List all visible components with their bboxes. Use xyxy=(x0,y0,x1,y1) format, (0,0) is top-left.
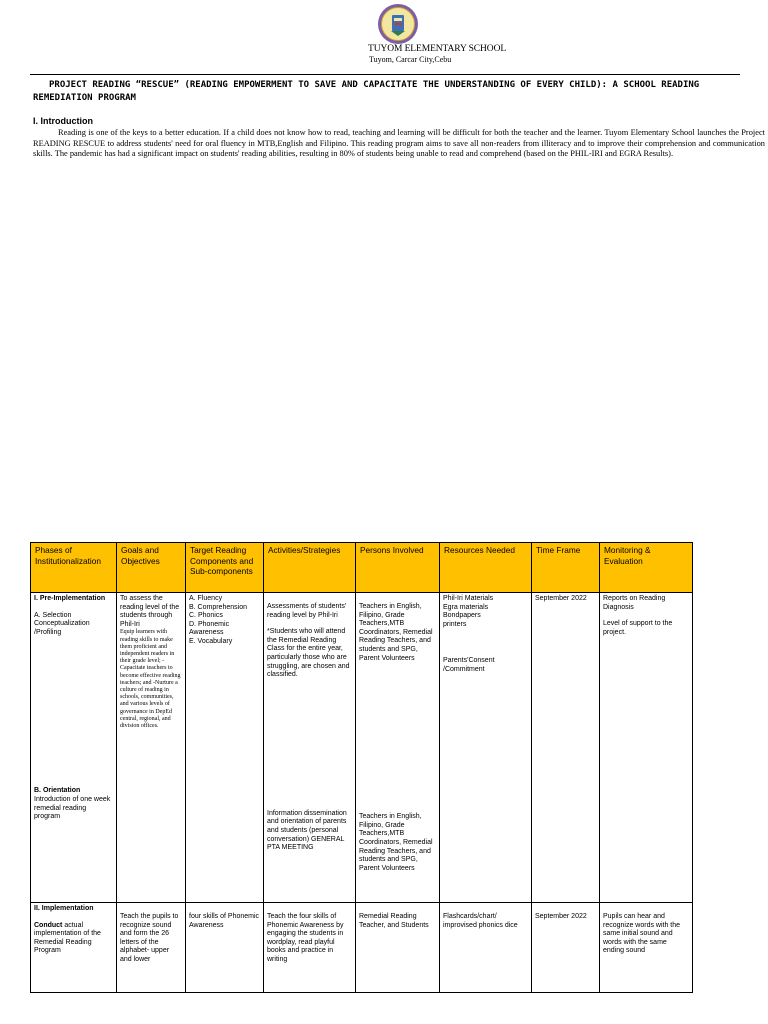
component-item: D. Phonemic Awareness xyxy=(189,620,230,637)
orientation-text: Introduction of one week remedial reading program xyxy=(34,795,111,821)
time-frame-value: September 2022 xyxy=(535,913,587,920)
cell-monitoring xyxy=(600,593,693,903)
resource-item: printers xyxy=(443,620,467,628)
header-time-frame: Time Frame xyxy=(532,543,600,593)
cell-goals xyxy=(117,903,186,993)
header-activities: Activities/Strategies xyxy=(264,543,356,593)
selection-text: Conceptualization /Profiling xyxy=(34,620,90,636)
persons-implementation: Remedial Reading Teacher, and Students xyxy=(359,913,429,929)
cell-phase xyxy=(31,903,117,993)
program-plan-table xyxy=(30,542,693,993)
cell-components xyxy=(186,903,264,993)
activity-assessment: Assessments of students' reading level by Phil-Iri xyxy=(267,603,347,619)
activity-selection: *Students who will attend the Remedial Reading Class for the entire year, particularly those who are struggling, are chosen and classified. xyxy=(267,628,350,679)
resource-item: Egra materials xyxy=(443,603,489,611)
introduction-paragraph: Reading is one of the keys to a better education. If a child does not know how to read, teaching and learning will be difficult for both the teacher and the learner. Tuyom Elementary School launches the Project READING RESCUE to address students' need for oral fluency in MTB,English and Filipino. This reading program aims to save all non-readers from illiteracy and to improve their comprehension and communication skills. The pandemic has had a significant impact on students' reading abilities, resulting in 80% of students being unable to read and comprehend (based on the PHIL-IRI and EGRA Results). xyxy=(33,128,765,159)
cell-time-frame xyxy=(532,593,600,903)
cell-time-frame xyxy=(532,903,600,993)
header-goals: Goals and Objectives xyxy=(117,543,186,593)
activity-orientation: Information dissemination and orientation of parents and students (personal conversation) GENERAL PTA MEETING xyxy=(267,809,347,852)
cell-activities xyxy=(264,593,356,903)
phase-title: II. Implementation xyxy=(34,905,94,912)
phase-title: I. Pre-Implementation xyxy=(34,595,106,602)
component-phonemic: four skills of Phonemic Awareness xyxy=(189,913,260,929)
introduction-heading: I. Introduction xyxy=(33,116,93,126)
goals-equip: Equip learners with reading skills to make them proficient and independent readers in their grade level; -Capacitate teachers to become effective reading teachers; and -Nurture a culture of reading in schools, communities, and various levels of governance in DepEd central, regional, and division offices. xyxy=(120,629,181,730)
component-item: C. Phonics xyxy=(189,612,223,620)
table-row-pre-implementation xyxy=(31,593,693,903)
cell-resources xyxy=(440,593,532,903)
component-item: A. Fluency xyxy=(189,595,223,602)
monitoring-implementation: Pupils can hear and recognize words with the same initial sound and words with the same ending sound xyxy=(603,913,681,955)
cell-resources xyxy=(440,903,532,993)
orientation-title: B. Orientation xyxy=(34,787,81,795)
header-components: Target Reading Components and Sub-components xyxy=(186,543,264,593)
time-frame-value: September 2022 xyxy=(535,595,587,602)
monitoring-support: Level of support to the project. xyxy=(603,620,673,636)
cell-goals xyxy=(117,593,186,903)
component-item: B. Comprehension xyxy=(189,603,247,611)
implementation-lead: Conduct xyxy=(34,921,63,929)
resource-item: Phil-Iri Materials xyxy=(443,595,494,602)
table-row-implementation xyxy=(31,903,693,993)
table-header-row xyxy=(31,543,693,593)
project-title: PROJECT READING “RESCUE” (READING EMPOWERMENT TO SAVE AND CAPACITATE THE UNDERSTANDING OF EVERY CHILD): A SCHOOL READING REMEDIATION PROGRAM xyxy=(33,80,700,103)
goals-assess: To assess the reading level of the students through Phil-Iri xyxy=(120,595,180,628)
activity-phonemic: Teach the four skills of Phonemic Awareness by engaging the students in wordplay, read playful books and practice in writing xyxy=(267,913,344,963)
persons-orientation: Teachers in English, Filipino, Grade Teachers,MTB Coordinators, Remedial Reading Teachers, and students and SPG, Parent Volunteers xyxy=(359,813,433,872)
cell-activities xyxy=(264,903,356,993)
resource-consent: Parents'Consent /Commitment xyxy=(443,657,495,673)
cell-persons xyxy=(356,593,440,903)
cell-monitoring xyxy=(600,903,693,993)
implementation-rest: actual implementation of the Remedial Reading Program xyxy=(34,921,101,955)
monitoring-reports: Reports on Reading Diagnosis xyxy=(603,595,666,611)
school-address: Tuyom, Carcar City,Cebu xyxy=(369,55,452,64)
school-name: TUYOM ELEMENTARY SCHOOL xyxy=(368,44,507,54)
header-persons: Persons Involved xyxy=(356,543,440,593)
cell-phase xyxy=(31,593,117,903)
component-item: E. Vocabulary xyxy=(189,637,233,645)
persons-selection: Teachers in English, Filipino, Grade Teachers,MTB Coordinators, Remedial Reading Teachers, and students and SPG, Parent Volunteers xyxy=(359,603,433,662)
selection-title: A. Selection xyxy=(34,611,72,619)
cell-components xyxy=(186,593,264,903)
implementation-text xyxy=(34,922,113,956)
goals-alphabet: Teach the pupils to recognize sound and form the 26 letters of the alphabet- upper and lower xyxy=(120,913,179,963)
cell-persons xyxy=(356,903,440,993)
header-divider xyxy=(30,74,740,75)
resources-implementation: Flashcards/chart/ improvised phonics dice xyxy=(443,913,518,929)
header-monitoring: Monitoring & Evaluation xyxy=(600,543,693,593)
header-resources: Resources Needed xyxy=(440,543,532,593)
header-phases: Phases of Institutionalization xyxy=(31,543,117,593)
resource-item: Bondpapers xyxy=(443,612,481,620)
school-seal-logo xyxy=(377,3,419,45)
